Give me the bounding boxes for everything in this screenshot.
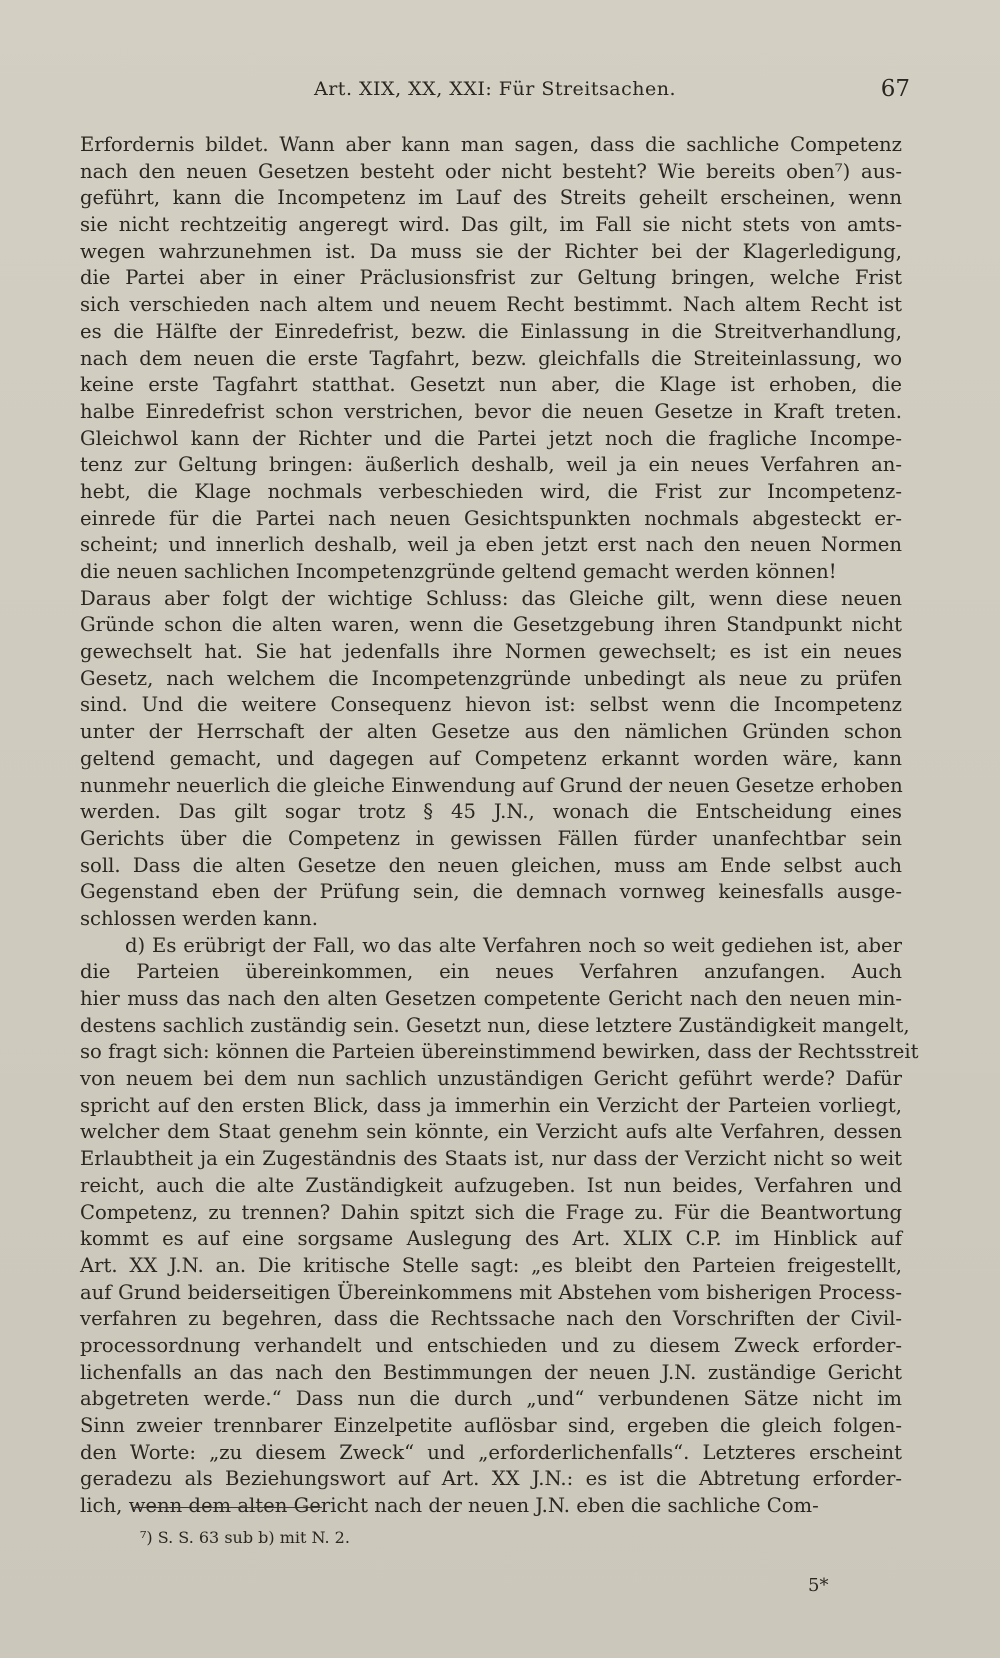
page-header bbox=[80, 78, 910, 108]
text-line: Gesetz, nach welchem die Incompetenzgründe unbedingt als neue zu prüfen bbox=[80, 666, 902, 690]
text-line: tenz zur Geltung bringen: äußerlich deshalb, weil ja ein neues Verfahren an- bbox=[80, 453, 902, 477]
text-line: verfahren zu begehren, dass die Rechtssache nach den Vorschriften der Civil- bbox=[80, 1307, 902, 1331]
text-line: processordnung verhandelt und entschieden und zu diesem Zweck erforder- bbox=[80, 1333, 902, 1357]
text-line: von neuem bei dem nun sachlich unzuständigen Gericht geführt werde? Dafür bbox=[80, 1067, 902, 1091]
text-line: wegen wahrzunehmen ist. Da muss sie der Richter bei der Klagerledigung, bbox=[80, 239, 902, 263]
text-line: spricht auf den ersten Blick, dass ja immerhin ein Verzicht der Parteien vorliegt, bbox=[80, 1093, 902, 1117]
text-line: halbe Einredefrist schon verstrichen, bevor die neuen Gesetze in Kraft treten. bbox=[80, 399, 902, 423]
text-line: geradezu als Beziehungswort auf Art. XX J.N.: es ist die Abtretung erforder- bbox=[80, 1467, 902, 1491]
text-line: werden. Das gilt sogar trotz § 45 J.N., wonach die Entscheidung eines bbox=[80, 800, 902, 824]
text-line: nunmehr neuerlich die gleiche Einwendung auf Grund der neuen Gesetze erhoben bbox=[80, 773, 903, 797]
text-line: kommt es auf eine sorgsame Auslegung des Art. XLIX C.P. im Hinblick auf bbox=[80, 1227, 902, 1251]
text-line: gewechselt hat. Sie hat jedenfalls ihre Normen gewechselt; es ist ein neues bbox=[80, 640, 902, 664]
text-line: keine erste Tagfahrt statthat. Gesetzt nun aber, die Klage ist erhoben, die bbox=[80, 373, 902, 397]
text-line: die neuen sachlichen Incompetenzgründe geltend gemacht werden können! bbox=[80, 560, 837, 583]
running-head: Art. XIX, XX, XXI: Für Streitsachen. bbox=[314, 78, 676, 100]
text-line: reicht, auch die alte Zuständigkeit aufzugeben. Ist nun beides, Verfahren und bbox=[80, 1173, 902, 1197]
text-line: nach dem neuen die erste Tagfahrt, bezw. gleichfalls die Streiteinlassung, wo bbox=[80, 346, 902, 370]
text-line: schlossen werden kann. bbox=[80, 906, 319, 930]
text-line: Gegenstand eben der Prüfung sein, die demnach vornweg keinesfalls ausge- bbox=[80, 880, 902, 904]
text-line: soll. Dass die alten Gesetze den neuen gleichen, muss am Ende selbst auch bbox=[80, 853, 902, 877]
text-line: unter der Herrschaft der alten Gesetze aus den nämlichen Gründen schon bbox=[80, 720, 902, 744]
text-line: hebt, die Klage nochmals verbeschieden wird, die Frist zur Incompetenz- bbox=[80, 479, 902, 503]
footnote-divider bbox=[132, 1507, 322, 1508]
text-line: Gerichts über die Competenz in gewissen Fällen fürder unanfechtbar sein bbox=[80, 826, 902, 850]
text-line: Competenz, zu trennen? Dahin spitzt sich die Frage zu. Für die Beantwortung bbox=[80, 1200, 902, 1224]
text-line: sie nicht rechtzeitig angeregt wird. Das gilt, im Fall sie nicht stets von amts- bbox=[80, 213, 902, 237]
text-line: lich, wenn dem alten Gericht nach der neuen J.N. eben die sachliche Com- bbox=[80, 1494, 819, 1518]
text-line: geführt, kann die Incompetenz im Lauf des Streits geheilt erscheinen, wenn bbox=[80, 186, 902, 210]
footnote: ⁷) S. S. 63 sub b) mit N. 2. bbox=[140, 1528, 350, 1547]
text-line: abgetreten werde.“ Dass nun die durch „und“ verbundenen Sätze nicht im bbox=[80, 1387, 902, 1411]
text-line: lichenfalls an das nach den Bestimmungen der neuen J.N. zuständige Gericht bbox=[80, 1360, 902, 1384]
text-line: Sinn zweier trennbarer Einzelpetite auflösbar sind, ergeben die gleich folgen- bbox=[80, 1414, 902, 1437]
text-line: destens sachlich zuständig sein. Gesetzt nun, diese letztere Zuständigkeit mangelt, bbox=[80, 1013, 910, 1037]
text-line: Gründe schon die alten waren, wenn die Gesetzgebung ihren Standpunkt nicht bbox=[80, 613, 902, 637]
text-line: scheint; und innerlich deshalb, weil ja eben jetzt erst nach den neuen Normen bbox=[80, 533, 902, 557]
text-line: die Parteien übereinkommen, ein neues Verfahren anzufangen. Auch bbox=[80, 960, 902, 984]
text-line: nach den neuen Gesetzen besteht oder nicht besteht? Wie bereits oben⁷) aus- bbox=[80, 159, 902, 183]
text-line: Art. XX J.N. an. Die kritische Stelle sagt: „es bleibt den Parteien freigestellt, bbox=[80, 1253, 902, 1277]
text-line: Daraus aber folgt der wichtige Schluss: das Gleiche gilt, wenn diese neuen bbox=[80, 586, 902, 610]
text-line: den Worte: „zu diesem Zweck“ und „erforderlichenfalls“. Letzteres erscheint bbox=[80, 1440, 902, 1464]
page-number: 67 bbox=[880, 76, 910, 102]
text-line: sich verschieden nach altem und neuem Recht bestimmt. Nach altem Recht ist bbox=[80, 293, 902, 317]
text-line: welcher dem Staat genehm sein könnte, ein Verzicht aufs alte Verfahren, dessen bbox=[80, 1120, 902, 1144]
text-line: geltend gemacht, und dagegen auf Competenz erkannt worden wäre, kann bbox=[80, 746, 902, 770]
body-text bbox=[80, 132, 919, 1520]
text-line: so fragt sich: können die Parteien übereinstimmend bewirken, dass der Rechtsstreit bbox=[80, 1040, 919, 1064]
text-line: sind. Und die weitere Consequenz hievon ist: selbst wenn die Incompetenz bbox=[80, 693, 902, 717]
text-line: einrede für die Partei nach neuen Gesichtspunkten nochmals abgesteckt er- bbox=[80, 506, 902, 530]
text-line: die Partei aber in einer Präclusionsfrist zur Geltung bringen, welche Frist bbox=[80, 266, 902, 290]
text-line: Erlaubtheit ja ein Zugeständnis des Staats ist, nur dass der Verzicht nicht so weit bbox=[80, 1147, 902, 1171]
sheet-signature: 5* bbox=[808, 1575, 829, 1596]
text-line: Gleichwol kann der Richter und die Partei jetzt noch die fragliche Incompe- bbox=[80, 426, 902, 450]
text-line: es die Hälfte der Einredefrist, bezw. die Einlassung in die Streitverhandlung, bbox=[80, 319, 902, 343]
text-line: Erfordernis bildet. Wann aber kann man sagen, dass die sachliche Competenz bbox=[80, 133, 902, 156]
text-line: auf Grund beiderseitigen Übereinkommens mit Abstehen vom bisherigen Process- bbox=[80, 1280, 902, 1304]
text-line: d) Es erübrigt der Fall, wo das alte Verfahren noch so weit gediehen ist, aber bbox=[125, 933, 902, 957]
text-line: hier muss das nach den alten Gesetzen competente Gericht nach den neuen min- bbox=[80, 987, 902, 1010]
